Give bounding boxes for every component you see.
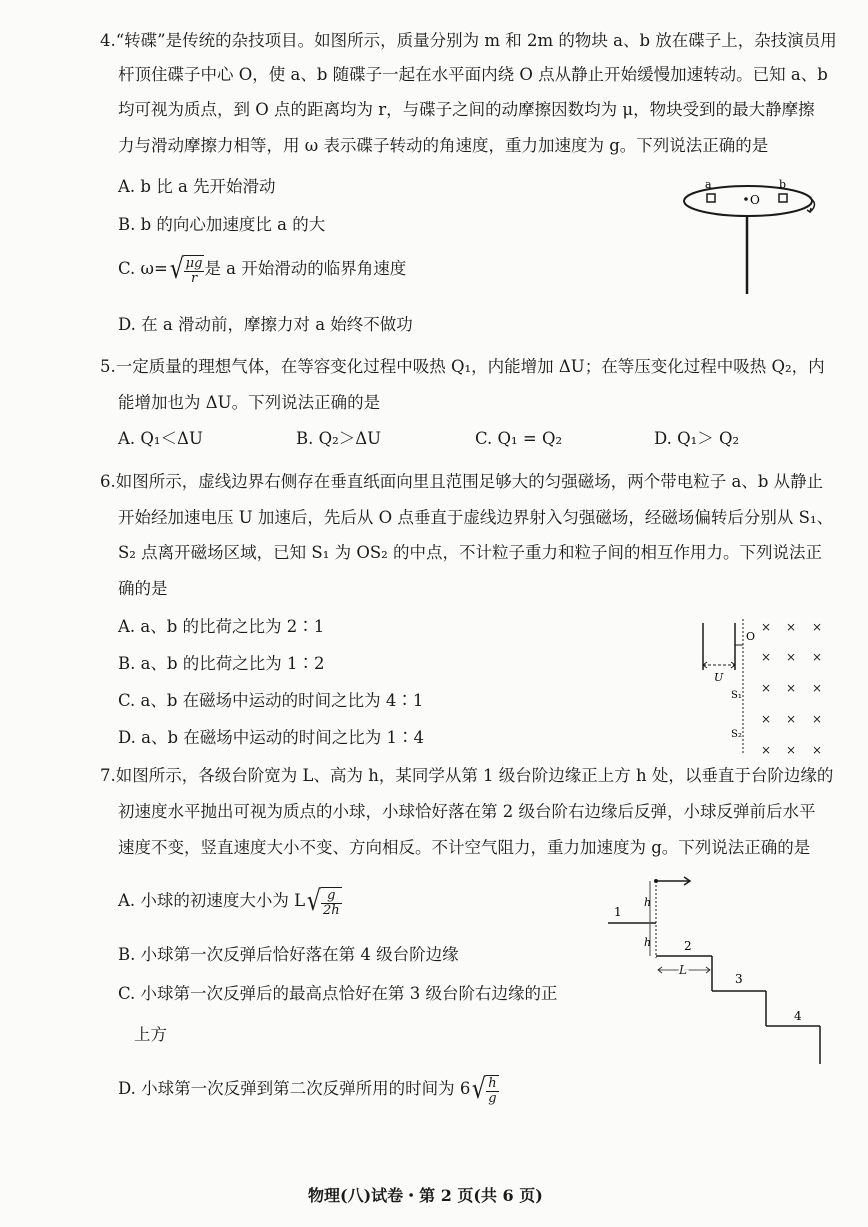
q7-option-c-line-1: C. 小球第一次反弹后的最高点恰好在第 3 级台阶右边缘的正 — [118, 984, 558, 1003]
sqrt-symbol: √ $\frac{g}{2h}$ — [306, 884, 340, 918]
q5-option-b: B. Q₂＞ΔU — [296, 429, 382, 448]
q5-option-d: D. Q₁＞ Q₂ — [654, 429, 740, 448]
cross-icon: × — [761, 712, 772, 726]
q4-figure-label-b: b — [779, 178, 787, 191]
cross-icon: × — [761, 681, 772, 695]
q5-option-a: A. Q₁＜ΔU — [118, 429, 203, 448]
cross-icon: × — [812, 681, 823, 695]
cross-icon: × — [761, 620, 772, 634]
q7-option-c-line-2: 上方 — [134, 1025, 167, 1044]
q7-option-d-den: g — [488, 1091, 497, 1106]
q7-figure-label-h: h — [644, 896, 652, 909]
q7-line-3: 速度不变，竖直速度大小不变、方向相反。不计空气阻力，重力加速度为 g。下列说法正确的是 — [118, 838, 811, 857]
q7-line-2: 初速度水平抛出可视为质点的小球，小球恰好落在第 2 级台阶右边缘后反弹，小球反弹前后水平 — [118, 802, 816, 821]
q4-line-2: 杆顶住碟子中心 O，使 a、b 随碟子一起在水平面内绕 O 点从静止开始缓慢加速转动。已知 a、b — [118, 65, 828, 84]
q6-option-a: A. a、b 的比荷之比为 2∶1 — [118, 617, 325, 636]
q6-option-c: C. a、b 在磁场中运动的时间之比为 4∶1 — [118, 691, 424, 710]
q4-line-3: 均可视为质点，到 O 点的距离均为 r，与碟子之间的动摩擦因数均为 μ，物块受到的最大静摩擦 — [118, 100, 815, 119]
cross-icon: × — [812, 743, 823, 757]
q4-figure-rotating-plate — [676, 168, 826, 298]
q6-line-3: S₂ 点离开磁场区域，已知 S₁ 为 OS₂ 的中点，不计粒子重力和粒子间的相互作用力。下列说法正 — [118, 543, 823, 562]
q4-line-4: 力与滑动摩擦力相等，用 ω 表示碟子转动的角速度，重力加速度为 g。下列说法正确的是 — [118, 136, 769, 155]
q5-option-c: C. Q₁ = Q₂ — [475, 429, 563, 448]
cross-icon: × — [786, 650, 797, 664]
q4-option-c-prefix: C. ω= — [118, 259, 168, 278]
q7-line-1: 7.如图所示，各级台阶宽为 L、高为 h，某同学从第 1 级台阶边缘正上方 h 处，以垂直于台阶边缘的 — [100, 766, 834, 785]
q6-figure-magnetic-field — [695, 615, 835, 760]
q4-option-c-den: r — [190, 271, 198, 286]
q7-option-d-prefix: D. 小球第一次反弹到第二次反弹所用的时间为 6 — [118, 1079, 471, 1098]
q7-option-a-num: g — [321, 889, 342, 904]
sqrt-symbol: √ $\frac{h}{g}$ — [472, 1072, 497, 1106]
q6-option-d: D. a、b 在磁场中运动的时间之比为 1∶4 — [118, 728, 425, 747]
q4-option-c — [118, 252, 406, 286]
q7-option-b: B. 小球第一次反弹后恰好落在第 4 级台阶边缘 — [118, 945, 459, 964]
q4-option-a: A. b 比 a 先开始滑动 — [118, 177, 276, 196]
q5-line-1: 5.一定质量的理想气体，在等容变化过程中吸热 Q₁，内能增加 ΔU；在等压变化过程中吸热 Q₂，内 — [100, 357, 825, 376]
q6-line-4: 确的是 — [118, 579, 168, 598]
cross-icon: × — [786, 681, 797, 695]
cross-icon: × — [761, 743, 772, 757]
q4-figure-label-o: O — [750, 193, 760, 207]
q7-option-d — [118, 1072, 499, 1106]
q7-option-d-num: h — [488, 1076, 497, 1091]
q7-figure-step-3: 3 — [735, 972, 743, 986]
q4-option-c-suffix: 是 a 开始滑动的临界角速度 — [204, 259, 407, 278]
sqrt-symbol: √ $\frac{\mu g}{r}$ — [169, 252, 203, 286]
cross-icon: × — [761, 650, 772, 664]
cross-icon: × — [812, 712, 823, 726]
q7-option-a-prefix: A. 小球的初速度大小为 L — [118, 891, 306, 910]
q4-option-b: B. b 的向心加速度比 a 的大 — [118, 215, 326, 234]
q7-figure-step-2: 2 — [684, 939, 692, 953]
cross-icon: × — [786, 712, 797, 726]
q6-figure-label-s1: S₁ — [731, 690, 742, 701]
q7-option-a-den: 2h — [322, 903, 340, 918]
q7-figure-step-1: 1 — [614, 905, 622, 919]
cross-icon: × — [812, 620, 823, 634]
page-footer: 物理(八)试卷・第 2 页(共 6 页) — [308, 1186, 543, 1205]
q4-option-c-num: μg — [185, 256, 203, 271]
q7-figure-step-4: 4 — [794, 1009, 802, 1023]
q7-figure-label-l: L — [679, 963, 687, 977]
q6-option-b: B. a、b 的比荷之比为 1∶2 — [118, 654, 325, 673]
q7-figure-staircase — [600, 868, 830, 1068]
q6-figure-label-s2: S₂ — [731, 729, 742, 740]
cross-icon: × — [786, 620, 797, 634]
q6-figure-label-o: O — [746, 630, 756, 643]
q4-option-d: D. 在 a 滑动前，摩擦力对 a 始终不做功 — [118, 315, 413, 334]
q6-line-1: 6.如图所示，虚线边界右侧存在垂直纸面向里且范围足够大的匀强磁场，两个带电粒子 a、b 从静止 — [100, 472, 824, 491]
cross-icon: × — [786, 743, 797, 757]
q4-figure-label-a: a — [705, 178, 712, 191]
q4-line-1: 4.“转碟”是传统的杂技项目。如图所示，质量分别为 m 和 2m 的物块 a、b 放在碟子上，杂技演员用 — [100, 31, 837, 50]
q7-figure-label-h: h — [644, 936, 652, 949]
q6-figure-label-u: U — [714, 671, 724, 684]
cross-icon: × — [812, 650, 823, 664]
q6-line-2: 开始经加速电压 U 加速后，先后从 O 点垂直于虚线边界射入匀强磁场，经磁场偏转后分别从 S₁、 — [118, 508, 834, 527]
q7-option-a — [118, 884, 342, 918]
q5-line-2: 能增加也为 ΔU。下列说法正确的是 — [118, 393, 381, 412]
